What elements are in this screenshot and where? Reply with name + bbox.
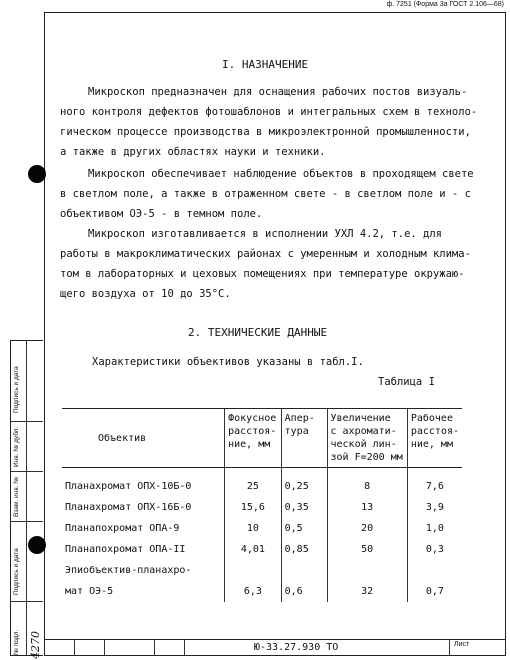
cell-magnification: 13 — [327, 497, 407, 518]
header-line: Рабочее — [410, 413, 453, 424]
cell-aperture: 0,5 — [281, 518, 327, 539]
header-line: Увеличение — [330, 413, 391, 424]
strip-label-signature-date: Подпись и дата — [13, 366, 20, 413]
header-line: ние, мм — [410, 439, 453, 450]
cell-objective: Планахромат ОПХ-16Б-0 — [65, 502, 192, 513]
table-intro: Характеристики объективов указаны в табл.I. — [92, 356, 364, 368]
title-block-cell — [104, 640, 105, 656]
header-focal — [225, 409, 282, 468]
table-row — [62, 560, 462, 581]
text-line: щего воздуха от 10 до 35°С. — [60, 288, 231, 300]
strip-label-original-inv: № подл. — [13, 629, 20, 655]
cell-magnification: 32 — [327, 581, 407, 602]
punch-hole-top — [28, 165, 46, 183]
strip-divider — [11, 601, 43, 602]
cell-aperture: 0,25 — [281, 476, 327, 497]
frame-right-line — [505, 12, 506, 656]
strip-divider — [26, 341, 27, 655]
cell-working — [407, 560, 462, 581]
text-line: работы в макроклиматических районах с умеренным и холодным клима- — [60, 248, 471, 260]
paragraph-climate — [60, 224, 471, 304]
strip-label-signature-date-2: Подпись и дата — [13, 548, 20, 595]
cell-aperture — [281, 560, 327, 581]
header-line: Апер- — [284, 413, 315, 424]
table-row — [62, 581, 462, 602]
section-1-title: I. НАЗНАЧЕНИЕ — [222, 58, 309, 71]
header-aperture — [281, 409, 327, 468]
cell-focal: 4,01 — [225, 539, 282, 560]
cell-magnification: 50 — [327, 539, 407, 560]
cell-focal: 25 — [225, 476, 282, 497]
header-line: расстоя- — [410, 426, 459, 437]
header-line: Фокусное — [228, 413, 277, 424]
form-reference: ф. 7251 (Форма 3а ГОСТ 2.106—68) — [386, 1, 504, 8]
header-line: расстоя- — [228, 426, 277, 437]
text-line: ного контроля дефектов фотошаблонов и интегральных схем в техноло- — [60, 106, 478, 118]
header-line: Объектив — [98, 432, 147, 444]
strip-divider — [11, 421, 43, 422]
text-line: том в лабораторных и цеховых помещениях при температуре окружаю- — [60, 268, 465, 280]
text-line: Микроскоп обеспечивает наблюдение объектов в проходящем свете — [88, 168, 474, 180]
cell-objective: мат ОЭ-5 — [65, 586, 114, 597]
header-line: тура — [284, 426, 309, 437]
cell-working: 1,0 — [407, 518, 462, 539]
cell-magnification: 20 — [327, 518, 407, 539]
cell-working: 7,6 — [407, 476, 462, 497]
cell-objective: Планахромат ОПХ-10Б-0 — [65, 481, 192, 492]
document-code: Ю-33.27.930 ТО — [254, 642, 339, 653]
strip-divider — [11, 521, 43, 522]
header-line: ние, мм — [228, 439, 271, 450]
objectives-table — [62, 408, 462, 602]
frame-top-line — [44, 12, 506, 13]
cell-focal: 10 — [225, 518, 282, 539]
cell-objective: Планапохромат ОПА-II — [65, 544, 186, 555]
paragraph-observation — [60, 164, 474, 224]
text-line: гическом процессе производства в микроэлектронной промышленности, — [60, 126, 471, 138]
handwritten-inventory-number: 4270 — [29, 631, 42, 659]
strip-label-dup-inv: Инв. № дубл. — [13, 426, 20, 467]
header-line: с ахромати- — [330, 426, 397, 437]
cell-focal — [225, 560, 282, 581]
text-line: Микроскоп изготавливается в исполнении УХЛ 4.2, т.е. для — [88, 228, 443, 240]
table-header-row — [62, 409, 462, 468]
header-working-distance — [407, 409, 462, 468]
cell-objective: Планапохромат ОПА-9 — [65, 523, 180, 534]
title-block-cell — [184, 640, 185, 656]
sheet-label: Лист — [454, 641, 470, 648]
cell-working: 0,7 — [407, 581, 462, 602]
title-block-cell — [74, 640, 75, 656]
cell-aperture: 0,35 — [281, 497, 327, 518]
title-block-cell — [154, 640, 155, 656]
cell-working: 0,3 — [407, 539, 462, 560]
header-magnification — [327, 409, 407, 468]
table-row — [62, 497, 462, 518]
table-row — [62, 518, 462, 539]
cell-working: 3,9 — [407, 497, 462, 518]
cell-aperture: 0,6 — [281, 581, 327, 602]
cell-focal: 6,3 — [225, 581, 282, 602]
text-line: объективом ОЭ-5 - в темном поле. — [60, 208, 263, 220]
text-line: Микроскоп предназначен для оснащения рабочих постов визуаль- — [88, 86, 468, 98]
section-2-title: 2. ТЕХНИЧЕСКИЕ ДАННЫЕ — [188, 326, 328, 339]
table-label: Таблица I — [378, 376, 435, 388]
paragraph-purpose — [60, 82, 477, 162]
frame-left-line — [44, 12, 45, 656]
title-block-strip — [44, 639, 506, 656]
header-objective — [62, 409, 225, 468]
table-row — [62, 476, 462, 497]
strip-label-replace-inv: Взам. инв. № — [13, 476, 20, 517]
cell-objective: Эпиобъектив-планахро- — [65, 565, 192, 576]
table-row — [62, 539, 462, 560]
header-line: ческой лин- — [330, 439, 397, 450]
side-stamp-strip — [10, 340, 43, 659]
title-block-cell — [449, 640, 450, 656]
header-line: зой F=200 мм — [330, 452, 403, 463]
cell-focal: 15,6 — [225, 497, 282, 518]
text-line: в светлом поле, а также в отраженном свете - в светлом поле и - с — [60, 188, 471, 200]
cell-magnification — [327, 560, 407, 581]
cell-magnification: 8 — [327, 476, 407, 497]
text-line: а также в других областях науки и техники. — [60, 146, 326, 158]
strip-divider — [11, 471, 43, 472]
cell-aperture: 0,85 — [281, 539, 327, 560]
